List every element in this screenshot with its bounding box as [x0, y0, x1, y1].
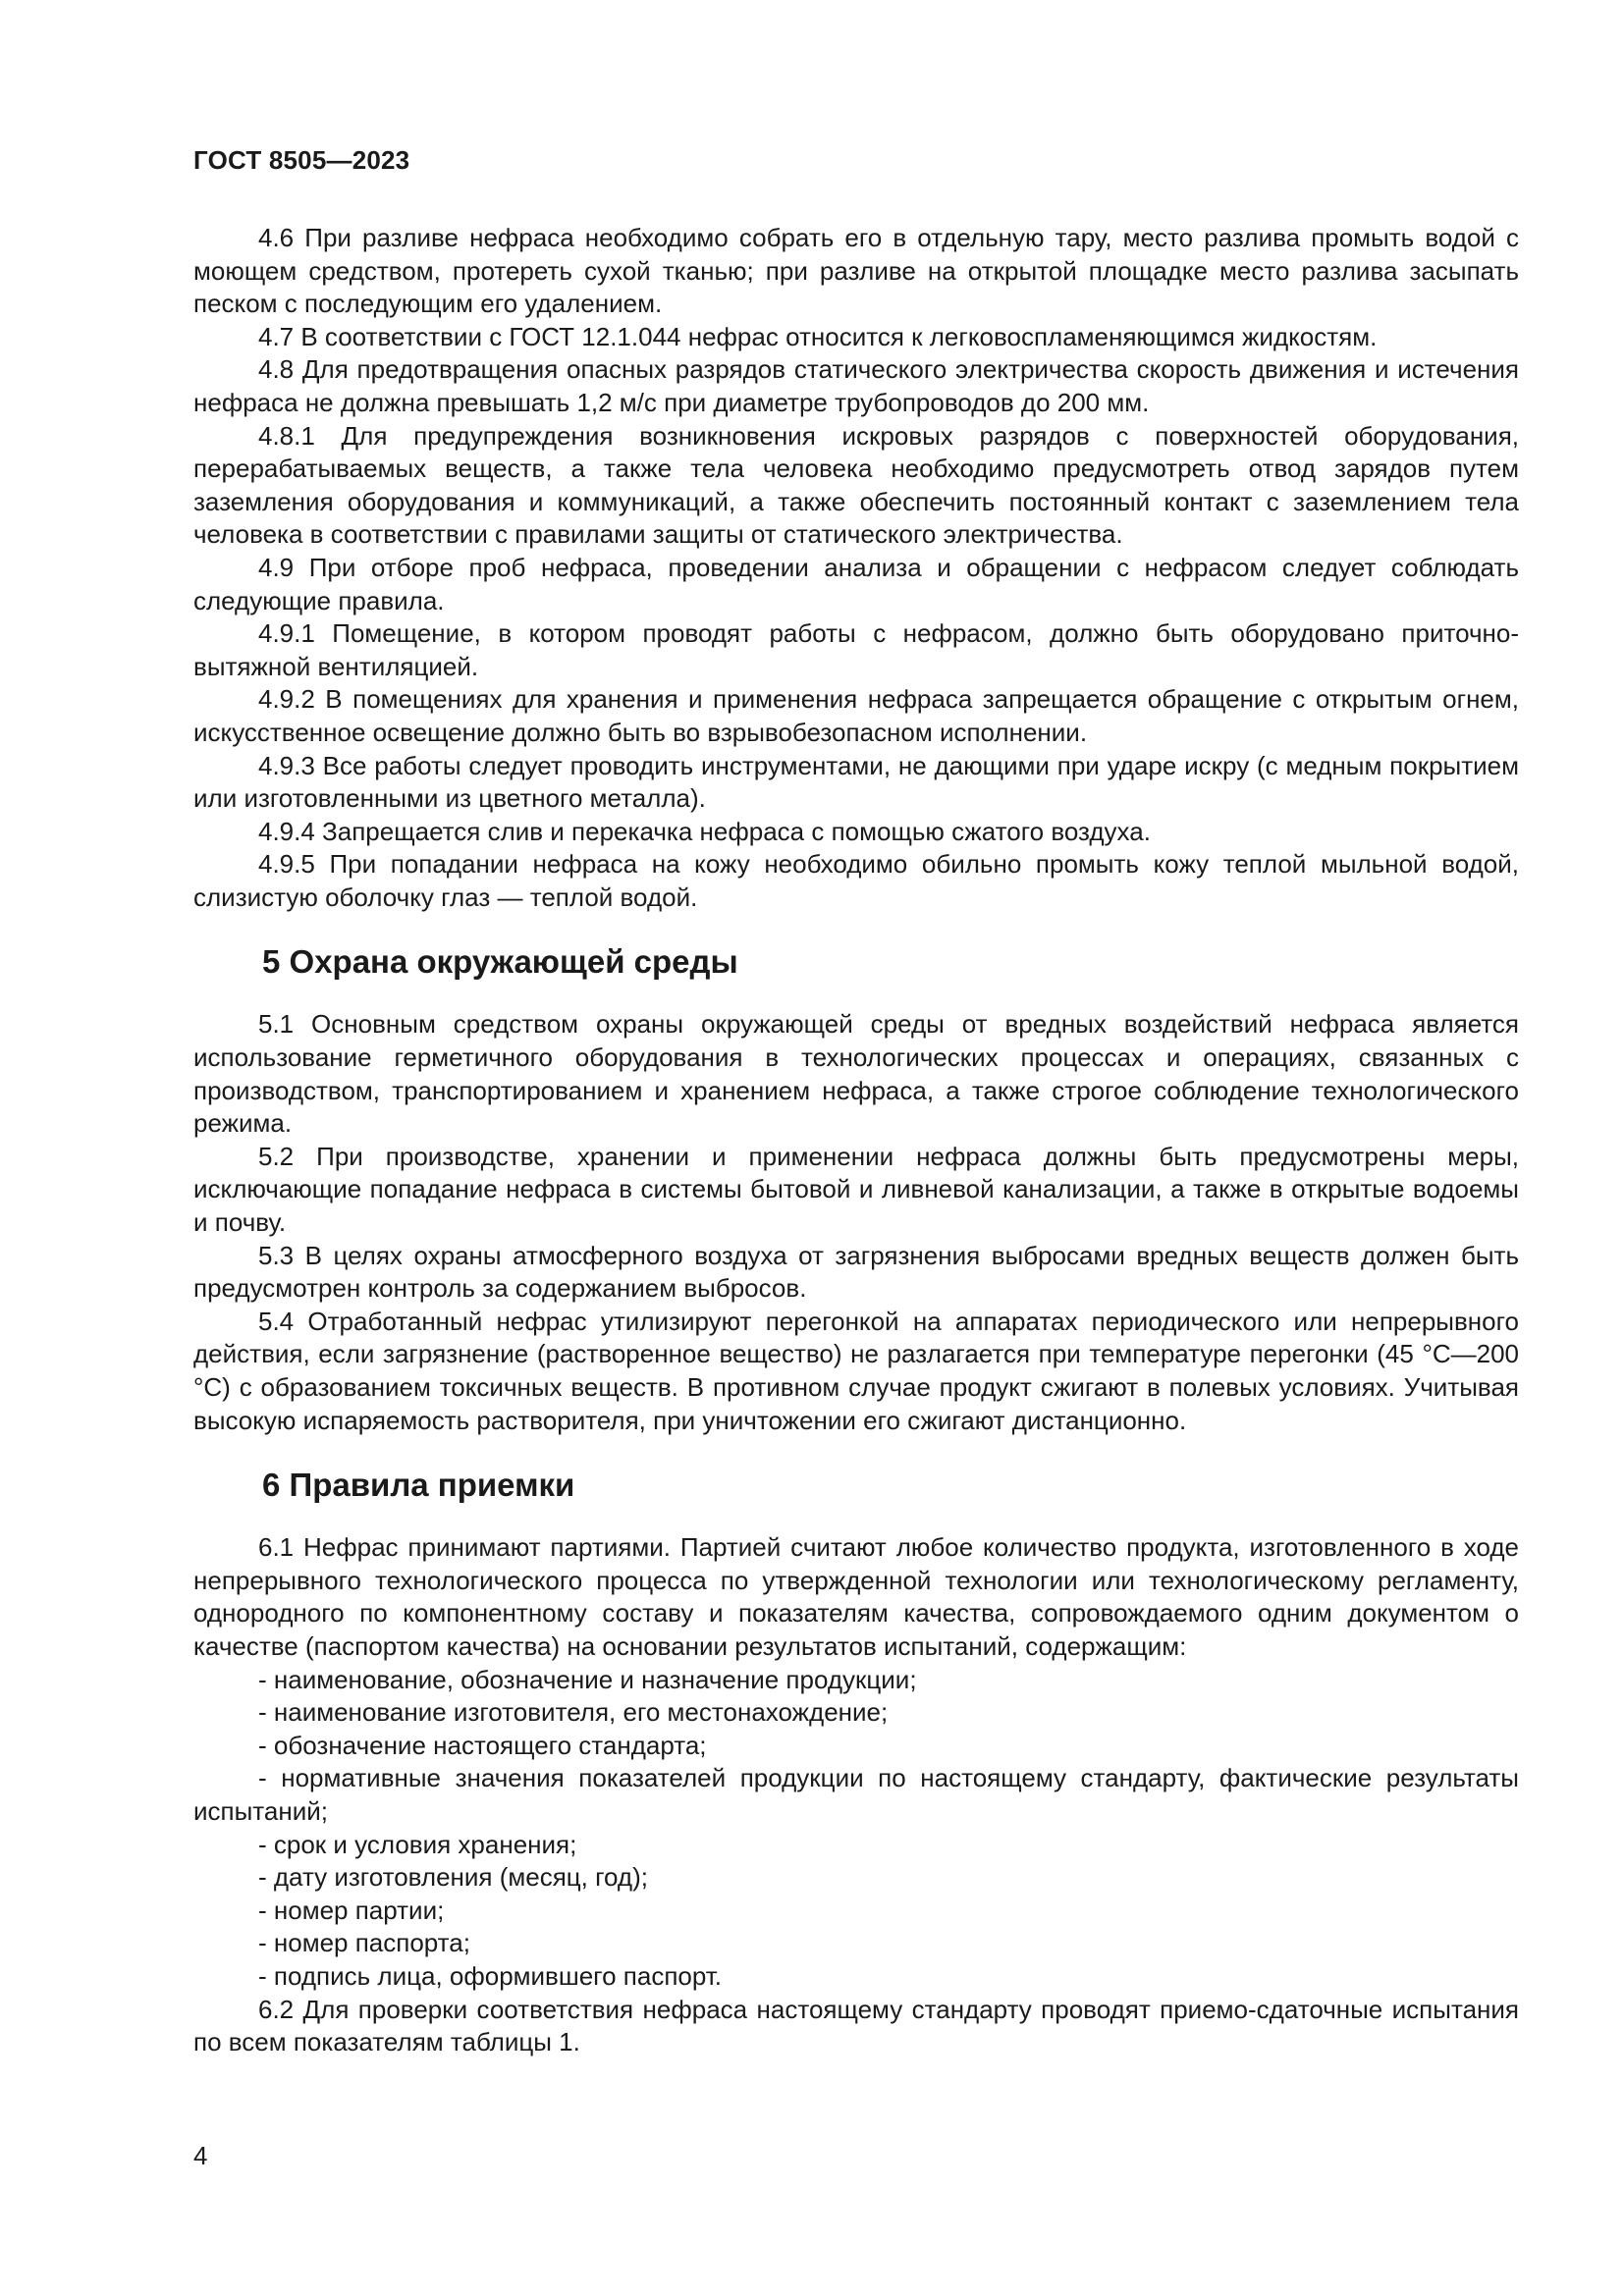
list-item: - подпись лица, оформившего паспорт. [258, 1960, 722, 1991]
paragraph-5-1: 5.1 Основным средством охраны окружающей среды от вредных воздействий нефраса является использование герметичного оборудования в технологических процессах и операциях, связанных с производством, транспортированием и хранением нефраса, а также строгое соблюдение технологического режима. [193, 1009, 1519, 1139]
paragraph-4-9-2: 4.9.2 В помещениях для хранения и применения нефраса запрещается обращение с открытым огнем, искусственное освещение должно быть во взрывобезопасном исполнении. [193, 684, 1519, 747]
paragraph-4-8-1: 4.8.1 Для предупреждения возникновения искровых разрядов с поверхностей оборудования, перерабатываемых веществ, а также тела человека необходимо предусмотреть отвод зарядов путем заземления оборудования и коммуникаций, а также обеспечить постоянный контакт с заземлением тела человека в соответствии с правилами защиты от статического электричества. [193, 420, 1519, 550]
list-item: - наименование изготовителя, его местонахождение; [258, 1697, 889, 1728]
paragraph-5-3: 5.3 В целях охраны атмосферного воздуха от загрязнения выбросами вредных веществ должен быть предусмотрен контроль за содержанием выбросов. [193, 1240, 1519, 1304]
paragraph-6-1: 6.1 Нефрас принимают партиями. Партией считают любое количество продукта, изготовленного в ходе непрерывного технологического процесса по утвержденной технологии или технологическому регламенту, однородного по компонентному составу и показателям качества, сопровождаемого одним документом о качестве (паспортом качества) на основании результатов испытаний, содержащим: [193, 1532, 1519, 1661]
paragraph-5-2: 5.2 При производстве, хранении и применении нефраса должны быть предусмотрены меры, исключающие попадание нефраса в системы бытовой и ливневой канализации, а также в открытые водоемы и почву. [193, 1141, 1519, 1238]
list-item: - номер паспорта; [258, 1928, 470, 1958]
list-item: - номер партии; [258, 1895, 445, 1925]
paragraph-4-9-3: 4.9.3 Все работы следует проводить инструментами, не дающими при ударе искру (с медным покрытием или изготовленными из цветного металла). [193, 750, 1519, 814]
paragraph-4-9-5: 4.9.5 При попадании нефраса на кожу необходимо обильно промыть кожу теплой мыльной водой, слизистую оболочку глаз — теплой водой. [193, 849, 1519, 912]
list-item: - нормативные значения показателей продукции по настоящему стандарту, фактические результаты испытаний; [193, 1763, 1519, 1826]
paragraph-5-4: 5.4 Отработанный нефрас утилизируют перегонкой на аппаратах периодического или непрерывного действия, если загрязнение (растворенное вещество) не разлагается при температуре перегонки (45 °С—200 °С) с образованием токсичных веществ. В противном случае продукт сжигают в полевых условиях. Учитывая высокую испаряемость растворителя, при уничтожении его сжигают дистанционно. [193, 1306, 1519, 1435]
list-item: - срок и условия хранения; [258, 1829, 577, 1859]
paragraph-4-8: 4.8 Для предотвращения опасных разрядов статического электричества скорость движения и истечения нефраса не должна превышать 1,2 м/с при диаметре трубопроводов до 200 мм. [193, 354, 1519, 417]
section-heading-5: 5 Охрана окружающей среды [262, 943, 738, 981]
paragraph-6-2: 6.2 Для проверки соответствия нефраса настоящему стандарту проводят приемо-сдаточные испытания по всем показателям таблицы 1. [193, 1994, 1519, 2057]
paragraph-4-6: 4.6 При разливе нефраса необходимо собрать его в отдельную тару, место разлива промыть водой с моющем средством, протереть сухой тканью; при разливе на открытой площадке место разлива засыпать песком с последующим его удалением. [193, 223, 1519, 319]
section-heading-6: 6 Правила приемки [262, 1467, 575, 1504]
document-header: ГОСТ 8505—2023 [193, 145, 410, 175]
list-item: - дату изготовления (месяц, год); [258, 1862, 648, 1893]
page-number: 4 [193, 2141, 208, 2170]
list-item: - обозначение настоящего стандарта; [258, 1730, 707, 1760]
paragraph-4-9-4: 4.9.4 Запрещается слив и перекачка нефраса с помощью сжатого воздуха. [258, 816, 1151, 846]
paragraph-4-7: 4.7 В соответствии с ГОСТ 12.1.044 нефрас относится к легковоспламеняющимся жидкостям. [258, 321, 1378, 351]
paragraph-4-9: 4.9 При отборе проб нефраса, проведении анализа и обращении с нефрасом следует соблюдать следующие правила. [193, 552, 1519, 615]
document-body [193, 222, 1519, 2059]
paragraph-4-9-1: 4.9.1 Помещение, в котором проводят работы с нефрасом, должно быть оборудовано приточно-вытяжной вентиляцией. [193, 618, 1519, 681]
list-item: - наименование, обозначение и назначение продукции; [258, 1664, 917, 1694]
